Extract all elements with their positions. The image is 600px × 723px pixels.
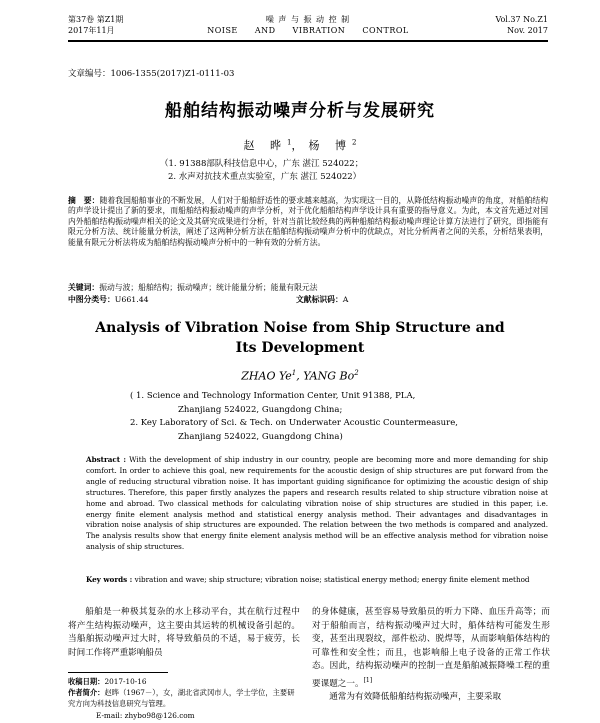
- keywords-cn: [68, 282, 548, 293]
- abstract-label: 摘 要：: [68, 196, 100, 205]
- doc-code-label: 文献标识码：: [296, 295, 343, 304]
- doc-code-value: A: [342, 295, 349, 304]
- volume-issue: 第37卷 第Z1期: [68, 15, 124, 24]
- received-value: 2017-10-16: [104, 677, 147, 686]
- paragraph-text: 的身体健康，甚至容易导致船员的听力下降、血压升高等；而对于船舶而言，结构振动噪声过大时，船体结构可能发生形变，甚至出现裂纹，部件松动、脱焊等，从而影响船体结构的可靠性和安全性；而且，也影响船上电子设备的正常工作状态。因此，结构振动噪声的控制一直是船舶减振降噪工程的重要课题之一。: [312, 607, 550, 689]
- author-bio-text: 赵晔（1967－），女，湖北省武冈市人，学士学位，主要研究方向为科技信息研究与管理。: [68, 688, 295, 709]
- affiliation: Zhanjiang 524022, Guangdong China;: [178, 404, 343, 415]
- journal-name: [68, 14, 548, 36]
- affiliations-en: [130, 390, 458, 444]
- title-line: Its Development: [235, 340, 365, 356]
- issue-date-cn: 2017年11月: [68, 26, 115, 35]
- abstract-cn: [68, 196, 548, 248]
- author-name: 赵 晔: [243, 139, 288, 152]
- author-bio-label: 作者简介：: [68, 688, 105, 698]
- clc-label: 中图分类号：: [68, 295, 115, 304]
- issue-date-en: Nov. 2017: [507, 26, 548, 35]
- author-name: YANG Bo: [303, 369, 355, 383]
- affiliation: （1. 91388部队科技信息中心，广东 湛江 524022；: [160, 159, 364, 169]
- body-paragraph: 通常为有效降低船舶结构振动噪声，主要采取: [329, 692, 502, 703]
- author-bio: [68, 687, 300, 709]
- abstract-label: Abstract :: [86, 455, 127, 464]
- affiliation: 2. Key Laboratory of Sci. & Tech. on Underwater Acoustic Countermeasure,: [130, 418, 458, 428]
- clc-number: [68, 294, 149, 305]
- keywords-text: vibration and wave; ship structure; vibration noise; statistical energy method; energy finite element method: [132, 575, 530, 584]
- body-column-left: [68, 606, 300, 660]
- author-separator: ，: [291, 139, 309, 152]
- journal-name-cn: 噪 声 与 振 动 控 制: [265, 15, 351, 24]
- clc-value: U661.44: [114, 295, 149, 304]
- author-affiliation-mark: 1: [287, 138, 292, 147]
- abstract-text: With the development of ship industry in our country, people are becoming more and more demanding for ship comfort. In order to achieve this goal, new requirements for the acoustic design of ship structures are put forward from the angle of reducing structural vibration noise. It has important guiding significance for optimizing the acoustic design of ship structures. Therefore, this paper firstly analyzes the papers and research results related to ship structure vibration noise at home and abroad. Two classical methods for calculating vibration noise of ship structures are studied in this paper, i.e. energy finite element analysis method and statistical energy analysis method. Their advantages and disadvantages in vibration noise analysis of ship structures are expounded. The relation between the two methods is compared and analyzed. The analysis results show that energy finite element analysis method will be an effective analysis method for vibration noise analysis of ship structures.: [86, 455, 548, 552]
- body-paragraph: [312, 606, 550, 691]
- keywords-label: Key words :: [86, 575, 133, 584]
- affiliation: 2. 水声对抗技术重点实验室，广东 湛江 524022）: [168, 172, 362, 182]
- author-separator: ,: [296, 369, 304, 383]
- journal-volume-en: [495, 14, 548, 36]
- journal-name-en: NOISE AND VIBRATION CONTROL: [207, 26, 409, 35]
- authors-cn: [0, 137, 600, 153]
- footnote-rule: [68, 672, 168, 673]
- keywords-label: 关键词：: [68, 283, 100, 292]
- running-header: [68, 14, 548, 42]
- citation-mark: [1]: [363, 676, 373, 684]
- abstract-en: [86, 455, 548, 553]
- footnote: [68, 676, 300, 721]
- author-affiliation-mark: 1: [291, 369, 297, 377]
- author-email: E-mail: zhybo98@126.com: [96, 710, 195, 720]
- keywords-text: 振动与波；船舶结构；振动噪声；统计能量分析；能量有限元法: [99, 283, 318, 292]
- title-line: Analysis of Vibration Noise from Ship Structure and: [95, 320, 505, 336]
- author-affiliation-mark: 2: [354, 369, 359, 377]
- keywords-en: [86, 575, 548, 584]
- body-paragraph: 船舶是一种极其复杂的水上移动平台，其在航行过程中将产生结构振动噪声，这主要由其运转的机械设备引起的。当船舶振动噪声过大时，将导致船员的不适，易于疲劳，长时间工作将严重影响船员: [68, 607, 300, 658]
- affiliation: ( 1. Science and Technology Information Center, Unit 91388, PLA,: [130, 391, 416, 401]
- body-column-right: [312, 606, 550, 705]
- author-name: 杨 博: [308, 139, 352, 152]
- author-affiliation-mark: 2: [352, 138, 357, 147]
- paper-title-cn: 船舶结构振动噪声分析与发展研究: [165, 101, 435, 121]
- volume-issue-en: Vol.37 No.Z1: [495, 15, 548, 24]
- affiliations-cn: [160, 158, 363, 184]
- document-code: [296, 294, 348, 305]
- paper-title-en: [0, 318, 600, 358]
- received-label: 收稿日期：: [68, 677, 105, 686]
- authors-en: [0, 369, 600, 383]
- author-name: ZHAO Ye: [241, 369, 292, 383]
- received-date: [68, 676, 300, 687]
- affiliation: Zhanjiang 524022, Guangdong China): [178, 431, 343, 442]
- article-number: 文章编号：1006-1355(2017)Z1-0111-03: [68, 69, 235, 79]
- abstract-text: 随着我国船舶事业的不断发展，人们对于船舶舒适性的要求越来越高，为实现这一目的，从降低结构振动噪声的角度，对船舶结构的声学设计提出了新的要求，而船舶结构振动噪声的声学分析，对于优化船舶结构声学设计具有重要的指导意义。为此，本文首先通过对国内外船舶结构振动噪声相关的论文及其研究成果进行分析，针对当前比较经典的两种船舶结构振动噪声理论计算方法进行了研究，即指能有限元分析方法、统计能量分析法，阐述了这两种分析方法在船舶结构振动噪声分析中的优缺点，对比分析两者之间的关系，分析结果表明，能量有限元分析法将成为船舶结构振动噪声分析中的一种有效的分析方法。: [68, 196, 548, 247]
